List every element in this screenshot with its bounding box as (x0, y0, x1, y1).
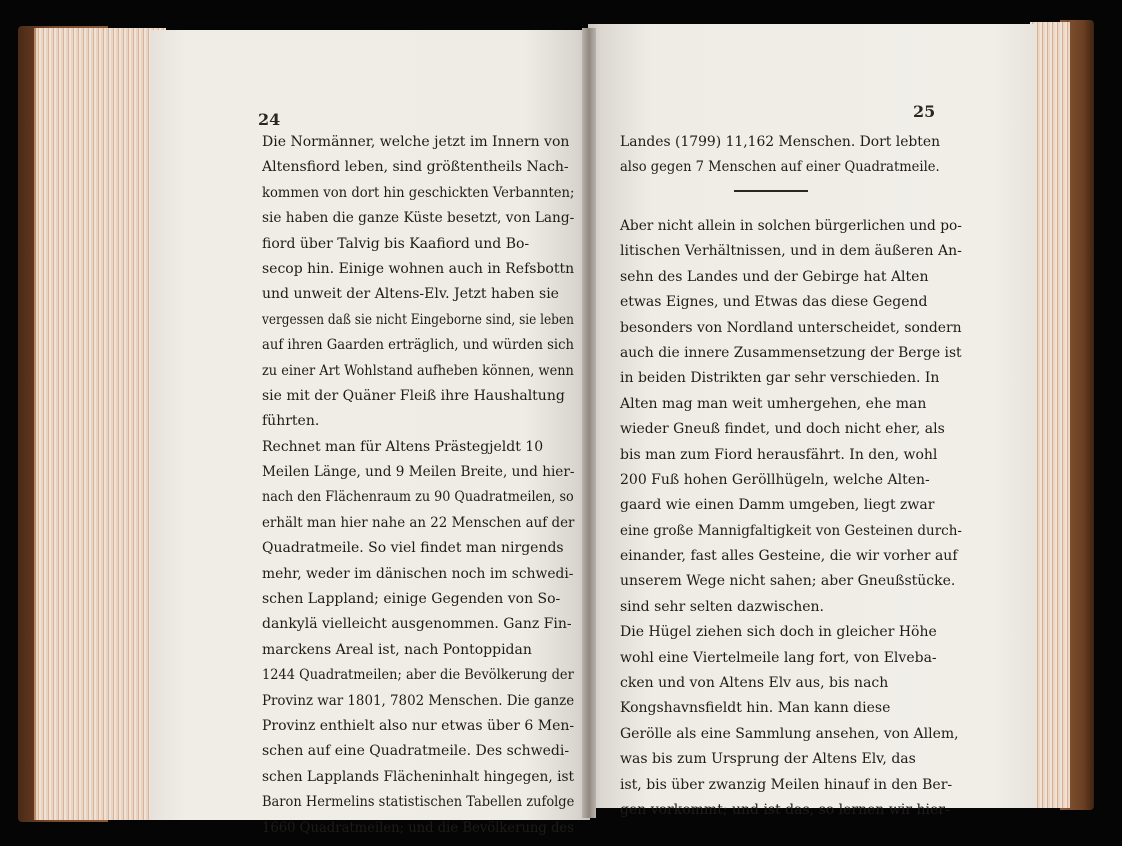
right-page-body-top (620, 130, 940, 181)
text-line: etwas Eignes, und Etwas das diese Gegend (620, 294, 928, 311)
left-page-body (262, 130, 574, 841)
right-page (588, 24, 1036, 818)
text-line: wohl eine Viertelmeile lang fort, von Elveba- (620, 649, 937, 666)
text-line: 1244 Quadratmeilen; aber die Bevölkerung der (262, 667, 574, 684)
text-line: Gerölle als eine Sammlung ansehen, von Allem, (620, 725, 959, 742)
text-line: gen vorkommt; und ist das, so lernen wir hier- (620, 801, 950, 818)
section-divider (734, 190, 808, 192)
text-line: also gegen 7 Menschen auf einer Quadratmeile. (620, 159, 940, 176)
text-line: Provinz war 1801, 7802 Menschen. Die ganze (262, 692, 575, 709)
text-line: Altensfiord leben, sind größtentheils Nach- (262, 159, 569, 176)
text-line: Kongshavnsfieldt hin. Man kann diese (620, 700, 891, 717)
text-line: Die Normänner, welche jetzt im Innern von (262, 134, 570, 150)
text-line: dankylä vielleicht ausgenommen. Ganz Fin- (262, 616, 572, 633)
page-edges-left (34, 28, 166, 820)
text-line: was bis zum Ursprung der Altens Elv, das (620, 751, 916, 768)
text-line: litischen Verhältnissen, und in dem äußeren An- (620, 243, 962, 260)
text-line: Meilen Länge, und 9 Meilen Breite, und hier- (262, 464, 575, 481)
text-line: 1660 Quadratmeilen; und die Bevölkerung des (262, 819, 574, 836)
text-line: Provinz enthielt also nur etwas über 6 Men- (262, 717, 575, 734)
text-line: in beiden Distrikten gar sehr verschieden. In (620, 370, 940, 387)
text-line: nach den Flächenraum zu 90 Quadratmeilen, so (262, 489, 574, 506)
text-line: bis man zum Fiord herausfährt. In den, wohl (620, 446, 938, 463)
text-line: eine große Mannigfaltigkeit von Gesteinen durch- (620, 522, 962, 539)
text-line: secop hin. Einige wohnen auch in Refsbottn (262, 260, 575, 277)
text-line: Rechnet man für Altens Prästegjeldt 10 (262, 438, 544, 455)
text-line: vergessen daß sie nicht Eingeborne sind, sie leben (262, 311, 574, 328)
text-line: kommen von dort hin geschickten Verbannten; (262, 184, 575, 201)
text-line: 200 Fuß hohen Geröllhügeln, welche Alten- (620, 471, 930, 488)
text-line: fiord über Talvig bis Kaafiord und Bo- (262, 235, 530, 252)
text-line: auf ihren Gaarden erträglich, und würden sich (262, 337, 574, 354)
text-line: besonders von Nordland unterscheidet, sondern (620, 319, 962, 336)
text-line: schen auf eine Quadratmeile. Des schwedi- (262, 743, 570, 760)
text-line: marckens Areal ist, nach Pontoppidan (262, 641, 532, 658)
text-line: sind sehr selten dazwischen. (620, 598, 824, 615)
text-line: sie haben die ganze Küste besetzt, von Lang- (262, 210, 575, 227)
page-edges-right (1030, 22, 1070, 808)
left-page (150, 30, 590, 836)
text-line: und unweit der Altens-Elv. Jetzt haben sie (262, 286, 559, 303)
right-page-body-bottom (620, 214, 962, 823)
text-line: mehr, weder im dänischen noch im schwedi- (262, 565, 574, 582)
text-line: gaard wie einen Damm umgeben, liegt zwar (620, 497, 935, 514)
text-line: Die Hügel ziehen sich doch in gleicher Höhe (620, 624, 937, 641)
text-line: wieder Gneuß findet, und doch nicht eher, als (620, 421, 945, 438)
text-line: cken und von Altens Elv aus, bis nach (620, 675, 889, 692)
text-line: auch die innere Zusammensetzung der Berge ist (620, 344, 962, 361)
text-line: schen Lapplands Flächeninhalt hingegen, ist (262, 768, 575, 785)
text-line: erhält man hier nahe an 22 Menschen auf der (262, 514, 575, 531)
text-line: schen Lappland; einige Gegenden von So- (262, 591, 561, 608)
left-page-number: 24 (258, 110, 281, 129)
text-line: zu einer Art Wohlstand aufheben können, wenn (262, 362, 574, 379)
text-line: einander, fast alles Gesteine, die wir vorher auf (620, 548, 958, 565)
text-line: Quadratmeile. So viel findet man nirgends (262, 540, 564, 557)
text-line: sehn des Landes und der Gebirge hat Alten (620, 268, 929, 285)
text-line: ist, bis über zwanzig Meilen hinauf in den Ber- (620, 776, 953, 793)
text-line: Alten mag man weit umhergehen, ehe man (620, 395, 927, 412)
text-line: unserem Wege nicht sahen; aber Gneußstücke. (620, 573, 956, 590)
text-line: Aber nicht allein in solchen bürgerlichen und po- (620, 218, 962, 234)
text-line: sie mit der Quäner Fleiß ihre Haushaltung (262, 387, 565, 404)
right-page-number: 25 (913, 102, 936, 121)
text-line: führten. (262, 413, 320, 430)
book-gutter (582, 28, 596, 818)
text-line: Baron Hermelins statistischen Tabellen zufolge (262, 794, 575, 811)
text-line: Landes (1799) 11,162 Menschen. Dort lebten (620, 134, 941, 150)
